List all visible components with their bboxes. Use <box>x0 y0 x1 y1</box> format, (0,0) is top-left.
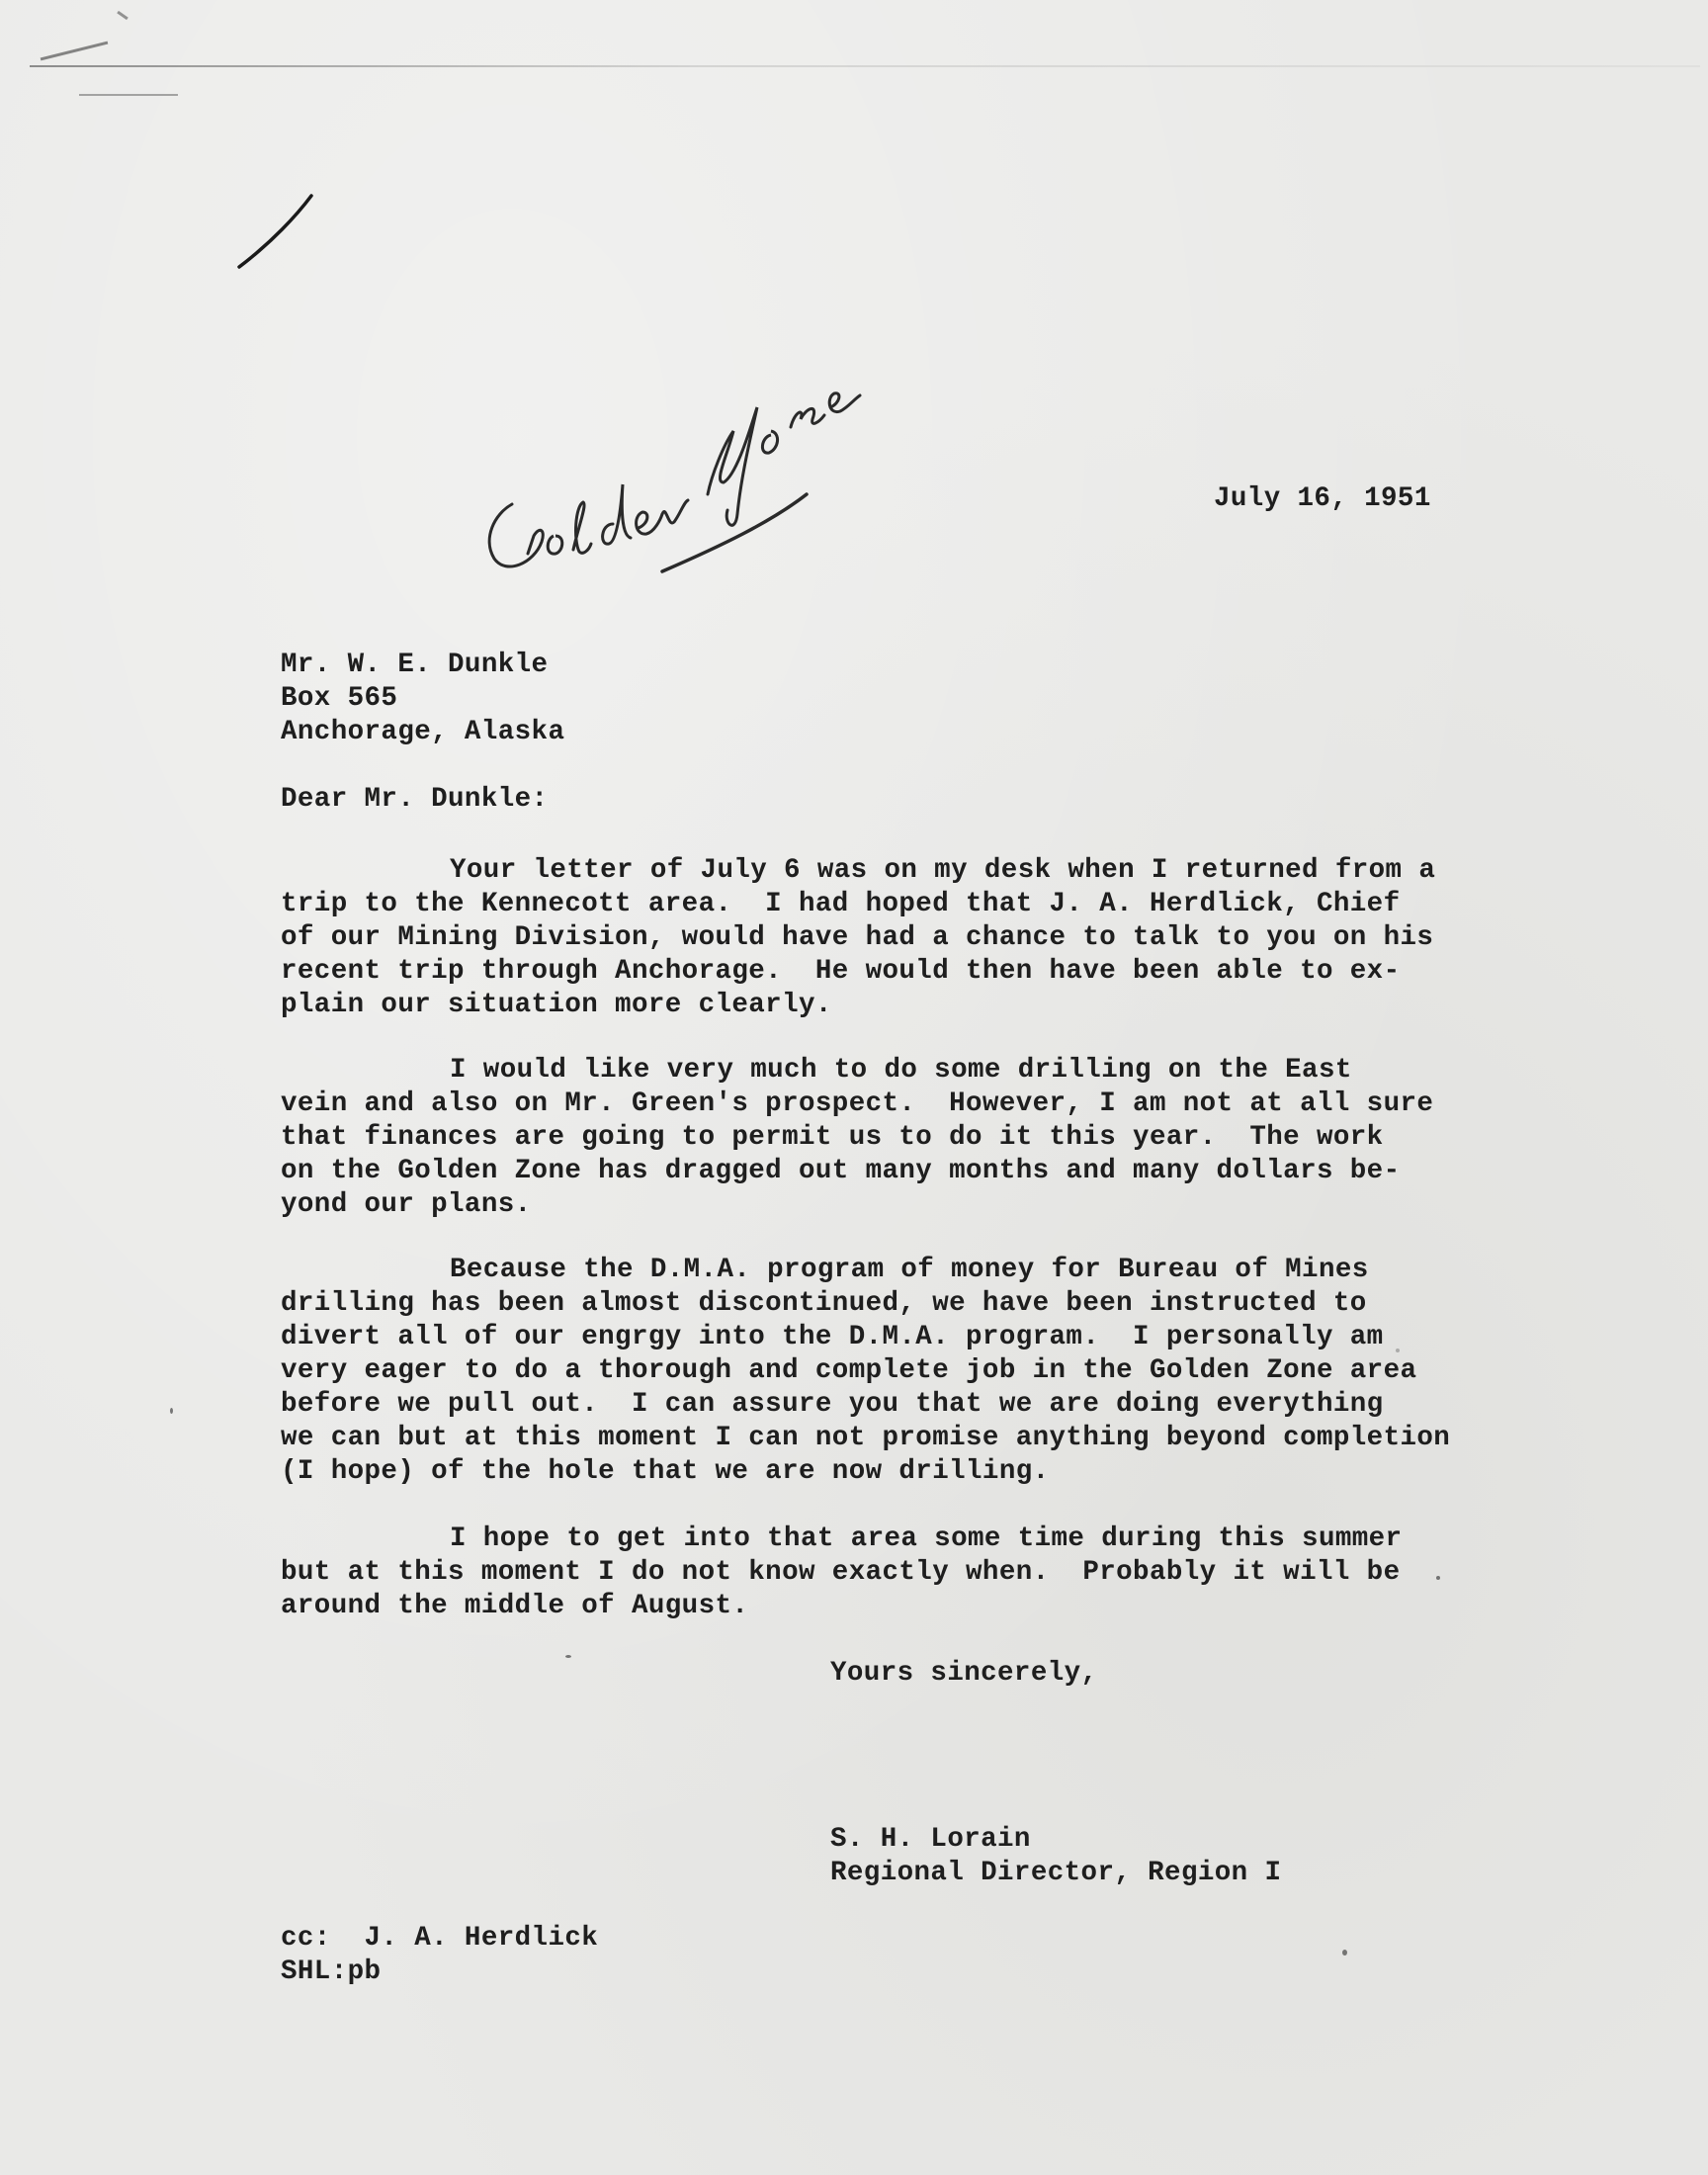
paragraph-line: (I hope) of the hole that we are now drilling. <box>281 1456 1050 1487</box>
scan-mark <box>41 42 109 61</box>
recipient-city: Anchorage, Alaska <box>281 717 565 747</box>
scan-mark <box>79 94 178 96</box>
scan-speck <box>1436 1576 1440 1580</box>
recipient-name: Mr. W. E. Dunkle <box>281 650 549 680</box>
scan-speck <box>565 1655 571 1658</box>
paragraph-line: but at this moment I do not know exactly when. Probably it will be <box>281 1557 1401 1588</box>
signature-title: Regional Director, Region I <box>830 1858 1282 1888</box>
cc-line: cc: J. A. Herdlick <box>281 1923 599 1954</box>
closing: Yours sincerely, <box>830 1658 1098 1689</box>
paragraph-line: vein and also on Mr. Green's prospect. However, I am not at all sure <box>281 1088 1434 1119</box>
paragraph-line: on the Golden Zone has dragged out many months and many dollars be- <box>281 1156 1401 1186</box>
scan-edge-line <box>30 65 1700 67</box>
paragraph-line: Your letter of July 6 was on my desk when I returned from a <box>450 855 1436 886</box>
scan-speck <box>1342 1950 1347 1956</box>
paragraph-line: plain our situation more clearly. <box>281 990 832 1020</box>
scan-mark <box>117 11 128 20</box>
handwritten-golden-zone-annotation <box>465 316 929 593</box>
paragraph-line: I would like very much to do some drilling on the East <box>450 1055 1352 1086</box>
paragraph-line: around the middle of August. <box>281 1591 749 1621</box>
paragraph-line: we can but at this moment I can not promise anything beyond completion <box>281 1423 1451 1453</box>
salutation: Dear Mr. Dunkle: <box>281 784 549 815</box>
typist-initials: SHL:pb <box>281 1957 382 1987</box>
paragraph-line: Because the D.M.A. program of money for Bureau of Mines <box>450 1255 1369 1285</box>
scan-speck <box>1396 1348 1400 1352</box>
paragraph-line: divert all of our engrgy into the D.M.A. program. I personally am <box>281 1322 1384 1352</box>
letter-date: July 16, 1951 <box>1214 483 1431 514</box>
paragraph-line: drilling has been almost discontinued, we have been instructed to <box>281 1288 1367 1319</box>
pen-check-mark <box>227 188 316 277</box>
recipient-box: Box 565 <box>281 683 398 714</box>
scan-speck <box>170 1408 173 1414</box>
paragraph-line: before we pull out. I can assure you that we are doing everything <box>281 1389 1384 1420</box>
paragraph-line: I hope to get into that area some time during this summer <box>450 1523 1403 1554</box>
paragraph-line: recent trip through Anchorage. He would then have been able to ex- <box>281 956 1401 987</box>
paragraph-line: of our Mining Division, would have had a chance to talk to you on his <box>281 922 1434 953</box>
paragraph-line: trip to the Kennecott area. I had hoped that J. A. Herdlick, Chief <box>281 889 1401 919</box>
paragraph-line: very eager to do a thorough and complete job in the Golden Zone area <box>281 1355 1417 1386</box>
signature-name: S. H. Lorain <box>830 1824 1031 1855</box>
paragraph-line: yond our plans. <box>281 1189 532 1220</box>
paragraph-line: that finances are going to permit us to do it this year. The work <box>281 1122 1384 1153</box>
